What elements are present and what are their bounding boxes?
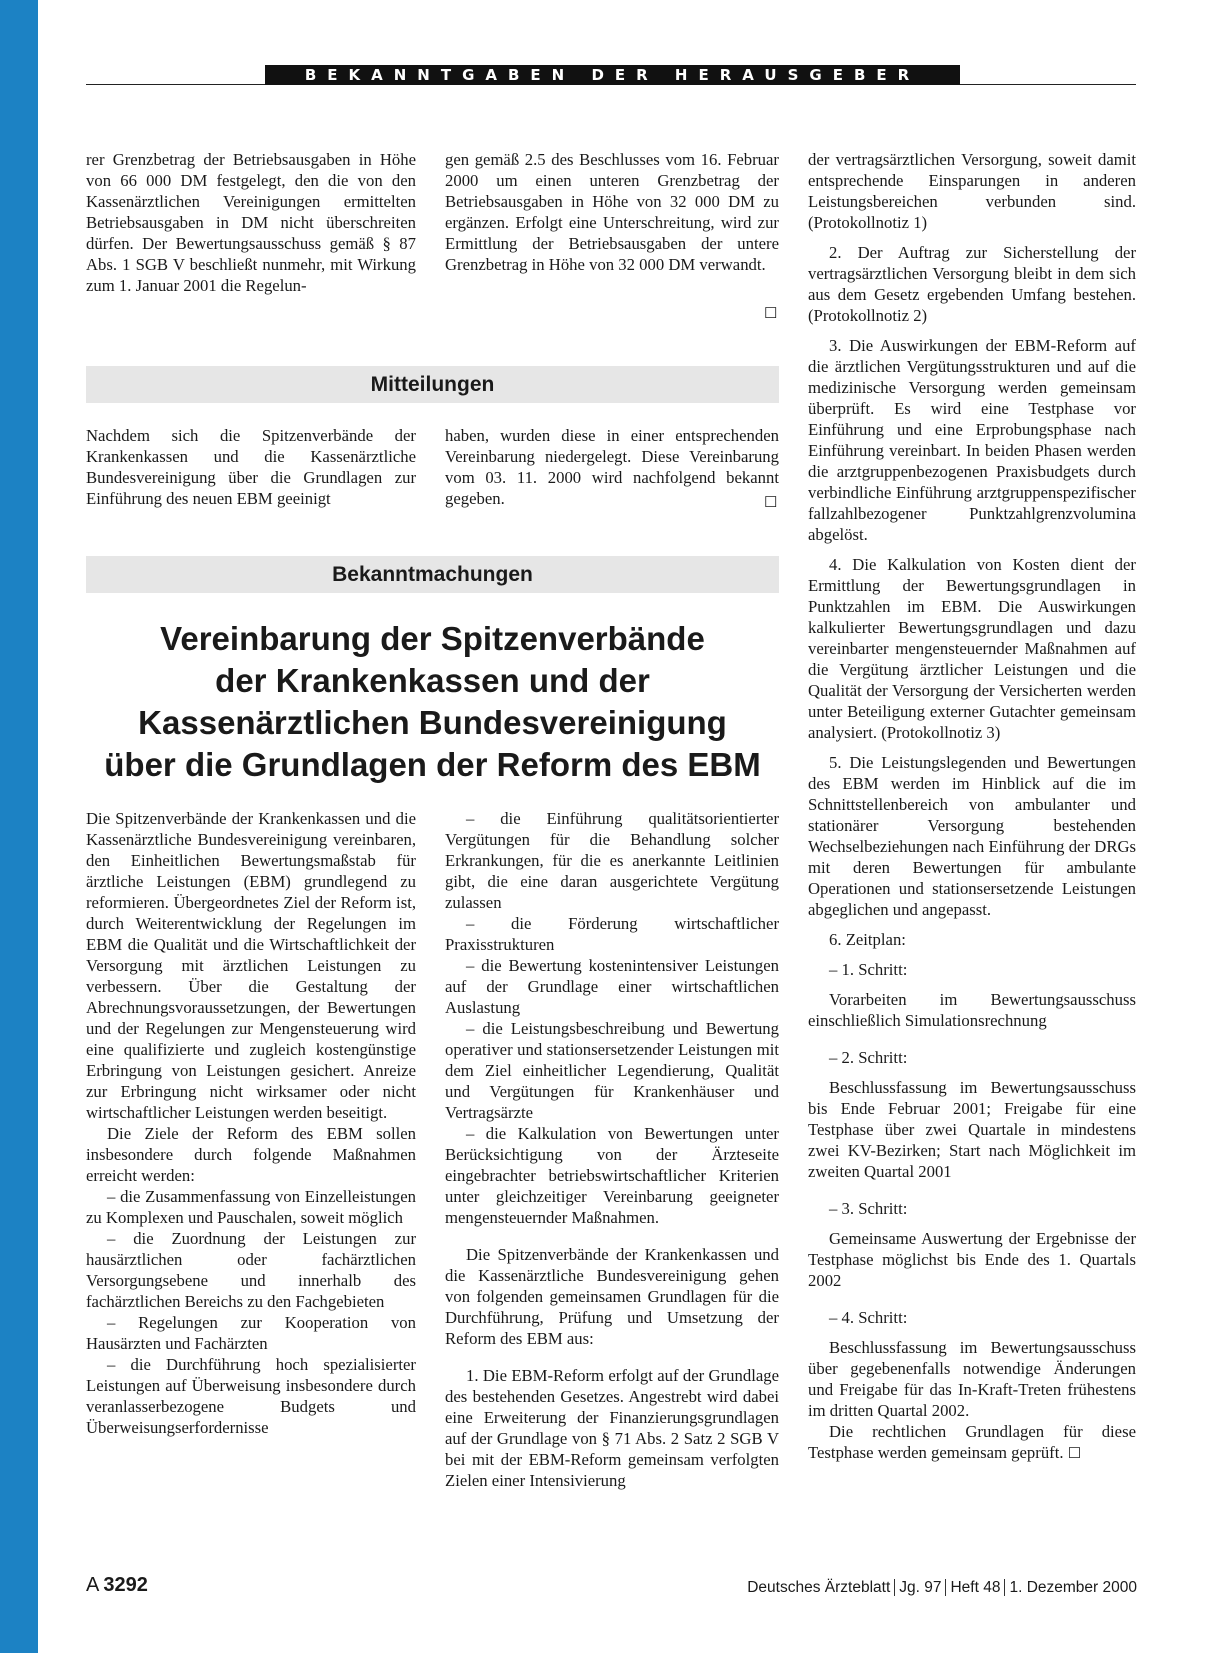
end-mark-icon: ☐: [764, 495, 778, 511]
left-color-bar: [0, 0, 38, 1653]
paragraph: gen gemäß 2.5 des Beschlusses vom 16. Februar 2000 um einen unteren Grenzbetrag der Betriebsausgaben in Höhe von 32 000 DM zu ergänzen. Erfolgt eine Unterschreitung, wird zur Ermittlung der Betriebsausgaben der untere Grenzbetrag in Höhe von 32 000 DM verwandt.: [445, 150, 779, 274]
paragraph: Vorarbeiten im Bewertungsausschuss einschließlich Simulationsrechnung: [808, 990, 1136, 1030]
paragraph: der vertragsärztlichen Versorgung, soweit damit entsprechende Einsparungen in anderen Leistungsbereichen verbunden sind. (Protokollnotiz 1): [808, 150, 1136, 232]
list-item: – die Zuordnung der Leistungen zur hausärztlichen oder fachärztlichen Versorgungsebene und innerhalb des fachärztlichen Bereichs zu den Fachgebieten: [86, 1229, 416, 1311]
footer-divider: [1004, 1579, 1005, 1596]
end-mark-icon: ☐: [1067, 1446, 1082, 1462]
paragraph: 4. Die Kalkulation von Kosten dient der Ermittlung der Bewertungsgrundlagen in Punktzahlen im EBM. Die Auswirkungen kalkulierter Bewertungsgrundlagen und dazu vereinbarter mengensteuernder Maßnahmen auf die Vergütung ärztlicher Leistungen und die Qualität der Versorgung der Versicherten werden unter Beteiligung externer Gutachter gemeinsam analysiert. (Protokollnotiz 3): [808, 555, 1136, 742]
paragraph: Die Spitzenverbände der Krankenkassen und die Kassenärztliche Bundesvereinigung gehen von folgenden gemeinsamen Grundlagen für die Durchführung, Prüfung und Umsetzung der Reform des EBM aus:: [445, 1245, 779, 1348]
page-number-value: 3292: [103, 1574, 148, 1596]
list-item: – Regelungen zur Kooperation von Hausärzten und Fachärzten: [86, 1313, 416, 1353]
footer-citation: [747, 1579, 1137, 1597]
paragraph: Die Ziele der Reform des EBM sollen insbesondere durch folgende Maßnahmen erreicht werden:: [86, 1124, 416, 1185]
paragraph: 5. Die Leistungslegenden und Bewertungen des EBM werden im Hinblick auf die im Schnittstellenbereich von ambulanter und stationärer Versorgung bestehenden Wechselbeziehungen nach Einführung der DRGs mit deren Bewertungen für ambulante Operationen und stationsersetzende Leistungen abgeglichen und angepasst.: [808, 753, 1136, 919]
bekanntmachungen-heading: Bekanntmachungen: [86, 556, 779, 593]
paragraph: Beschlussfassung im Bewertungsausschuss bis Ende Februar 2001; Freigabe für eine Testphase über zwei Quartale in mindestens zwei KV-Bezirken; Start nach Möglichkeit im zweiten Quartal 2001: [808, 1078, 1136, 1181]
list-item: – die Leistungsbeschreibung und Bewertung operativer und stationsersetzender Leistungen mit dem Ziel einheitlicher Legendierung, Qualität und Vergütungen für Krankenhäuser und Vertragsärzte: [445, 1019, 779, 1122]
paragraph: – 3. Schritt:: [829, 1199, 908, 1218]
top-text-col1: [86, 149, 416, 296]
title-line: Kassenärztlichen Bundesvereinigung: [138, 704, 727, 741]
paragraph: 1. Die EBM-Reform erfolgt auf der Grundlage des bestehenden Gesetzes. Angestrebt wird dabei eine Erweiterung der Finanzierungsgrundlagen auf der Grundlage von § 71 Abs. 2 Satz 2 SGB V bei mit der EBM-Reform gemeinsam verfolgten Zielen einer Intensivierung: [445, 1366, 779, 1490]
paragraph: 6. Zeitplan:: [829, 930, 906, 949]
paragraph: Nachdem sich die Spitzenverbände der Krankenkassen und die Kassenärztliche Bundesvereinigung über die Grundlagen zur Einführung des neuen EBM geeinigt: [86, 426, 416, 508]
page-number: [86, 1574, 148, 1597]
paragraph: Die Spitzenverbände der Krankenkassen und die Kassenärztliche Bundesvereinigung vereinbaren, den Einheitlichen Bewertungsmaßstab für ärztliche Leistungen (EBM) grundlegend zu reformieren. Übergeordnetes Ziel der Reform ist, durch Weiterentwicklung der Regelungen im EBM die Qualität und die Wirtschaftlichkeit der Versorgung mit ärztlichen Leistungen zu verbessern. Über die Gestaltung der Abrechnungsvoraussetzungen, der Bewertungen und der Regelungen zur Mengensteuerung wird eine qualifizierte und zugleich kostengünstige Erbringung von Leistungen gesichert. Anreize zur Erbringung nicht wirksamer oder nicht wirtschaftlicher Leistungen werden beseitigt.: [86, 809, 416, 1122]
footer-divider: [894, 1579, 895, 1596]
paragraph: haben, wurden diese in einer entsprechenden Vereinbarung niedergelegt. Diese Vereinbarung vom 03. 11. 2000 wird nachfolgend bekannt gegeben.: [445, 426, 779, 508]
paragraph: – 4. Schritt:: [829, 1308, 908, 1327]
volume: Jg. 97: [899, 1579, 942, 1596]
list-item: – die Zusammenfassung von Einzelleistungen zu Komplexen und Pauschalen, soweit möglich: [86, 1187, 416, 1227]
title-line: über die Grundlagen der Reform des EBM: [104, 746, 761, 783]
paragraph: – 1. Schritt:: [829, 960, 908, 979]
paragraph: 2. Der Auftrag zur Sicherstellung der vertragsärztlichen Versorgung bleibt in dem sich aus dem Gesetz ergebenden Umfang bestehen. (Protokollnotiz 2): [808, 243, 1136, 325]
issue: Heft 48: [950, 1579, 1001, 1596]
mitteilungen-col2: [445, 425, 779, 509]
body-col3: [808, 149, 1136, 1465]
list-item: – die Durchführung hoch spezialisierter Leistungen auf Überweisung insbesondere durch veranlasserbezogene Budgets und Überweisungserfordernisse: [86, 1355, 416, 1437]
title-line: Vereinbarung der Spitzenverbände: [160, 620, 705, 657]
page-prefix: A: [86, 1574, 100, 1596]
body-col2: [445, 808, 779, 1491]
paragraph: [808, 1421, 1136, 1465]
body-col1: [86, 808, 416, 1438]
journal-name: Deutsches Ärzteblatt: [747, 1579, 891, 1596]
paragraph: – 2. Schritt:: [829, 1048, 908, 1067]
article-title: [86, 618, 779, 786]
list-item: – die Bewertung kostenintensiver Leistungen auf der Grundlage einer wirtschaftlichen Auslastung: [445, 956, 779, 1017]
top-text-col2: [445, 149, 779, 275]
paragraph: 3. Die Auswirkungen der EBM-Reform auf die ärztlichen Vergütungsstrukturen und auf die medizinische Versorgung werden gemeinsam überprüft. Es wird eine Testphase vor Einführung und eine Erprobungsphase nach Einführung vereinbart. In beiden Phasen werden die arztgruppenbezogenen Praxisbudgets durch verbindliche Einführung arztgruppenspezifischer fallzahlbezogener Punktzahlgrenzvolumina abgelöst.: [808, 336, 1136, 544]
list-item: – die Förderung wirtschaftlicher Praxisstrukturen: [445, 914, 779, 954]
title-line: der Krankenkassen und der: [215, 662, 650, 699]
paragraph: Beschlussfassung im Bewertungsausschuss über gegebenenfalls notwendige Änderungen und Freigabe für das In-Kraft-Treten frühestens im dritten Quartal 2002.: [808, 1338, 1136, 1420]
end-mark-icon: ☐: [764, 306, 778, 322]
paragraph: Gemeinsame Auswertung der Ergebnisse der Testphase möglichst bis Ende des 1. Quartals 2002: [808, 1229, 1136, 1290]
mitteilungen-heading: Mitteilungen: [86, 366, 779, 403]
paragraph: rer Grenzbetrag der Betriebsausgaben in Höhe von 66 000 DM festgelegt, den die von den Kassenärztlichen Vereinigungen ermittelten Betriebsausgaben in DM nicht überschreiten dürfen. Der Bewertungsausschuss gemäß § 87 Abs. 1 SGB V beschließt nunmehr, mit Wirkung zum 1. Januar 2001 die Regelun-: [86, 150, 416, 295]
list-item: – die Einführung qualitätsorientierter Vergütungen für die Behandlung solcher Erkrankungen, für die es anerkannte Leitlinien gibt, die eine daran ausgerichtete Vergütung zulassen: [445, 809, 779, 912]
closing-text: Die rechtlichen Grundlagen für diese Testphase werden gemeinsam geprüft.: [808, 1422, 1136, 1462]
list-item: – die Kalkulation von Bewertungen unter Berücksichtigung von der Ärzteseite eingebrachter betriebswirtschaftlicher Kriterien unter gleichzeitiger Vereinbarung geeigneter mengensteuernder Maßnahmen.: [445, 1124, 779, 1227]
section-header-band: BEKANNTGABEN DER HERAUSGEBER: [265, 65, 960, 85]
mitteilungen-col1: [86, 425, 416, 509]
issue-date: 1. Dezember 2000: [1009, 1579, 1137, 1596]
footer-divider: [945, 1579, 946, 1596]
